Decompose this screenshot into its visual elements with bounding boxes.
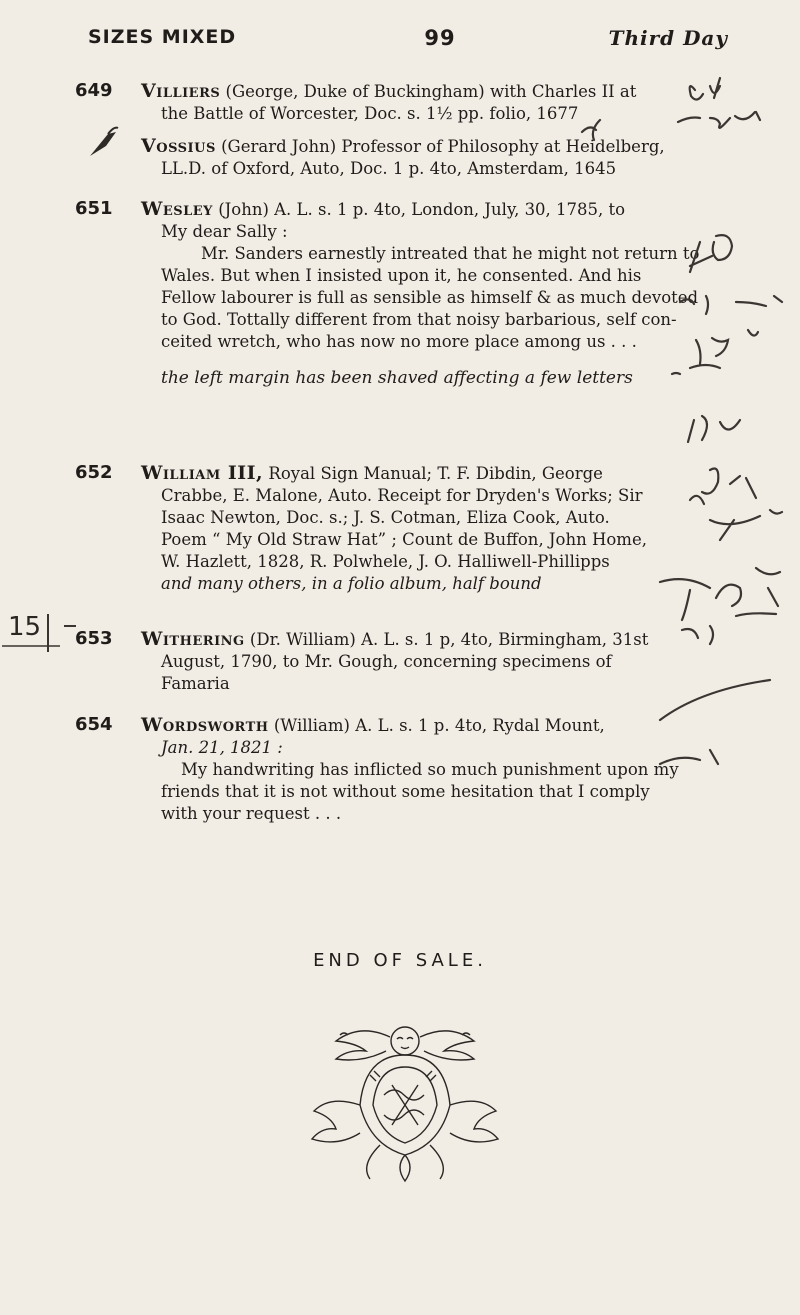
quote-line: ceited wretch, who has now no more place among us . . .: [161, 332, 637, 351]
lot-author: William III,: [141, 462, 264, 484]
margin-annotation: 15: [8, 612, 42, 642]
quote-line: friends that it is not without some hesitation that I comply: [161, 782, 650, 801]
lot-salutation: My dear Sally :: [161, 222, 288, 241]
lot-author: Wesley: [141, 198, 213, 220]
lot-description: (George, Duke of Buckingham) with Charles II at: [225, 82, 637, 101]
lot-description-cont: and many others, in a folio album, half bound: [161, 574, 542, 593]
lot-number: 649: [75, 80, 113, 101]
margin-mark-icon: [0, 600, 110, 660]
end-of-sale: END OF SALE.: [313, 950, 487, 971]
printers-ornament-icon: [300, 1015, 510, 1190]
condition-note: the left margin has been shaved affecting a few letters: [161, 368, 633, 388]
lot-description-cont: August, 1790, to Mr. Gough, concerning specimens of: [161, 652, 612, 671]
lot-author: Withering: [141, 628, 245, 650]
quote-line: to God. Tottally different from that noisy barbarious, self con-: [161, 310, 677, 329]
lot-number: 654: [75, 714, 113, 735]
lot-author: Villiers: [141, 80, 221, 102]
page-number: 99: [424, 26, 456, 50]
lot-number: 652: [75, 462, 113, 483]
lot-author: Vossius: [141, 135, 216, 157]
lot-date: Jan. 21, 1821 :: [161, 738, 283, 757]
header-sizes-mixed: SIZES MIXED: [88, 26, 237, 48]
quote-line: My handwriting has inflicted so much punishment upon my: [181, 760, 679, 779]
lot-description-cont: Famaria: [161, 674, 230, 693]
quote-line: Fellow labourer is full as sensible as himself & as much devoted: [161, 288, 699, 307]
quote-line: Wales. But when I insisted upon it, he consented. And his: [161, 266, 642, 285]
lot-number: 653: [75, 628, 113, 649]
page-header: [88, 26, 728, 56]
lot-description: (Dr. William) A. L. s. 1 p, 4to, Birmingham, 31st: [249, 630, 649, 649]
quote-line: with your request . . .: [161, 804, 342, 823]
lot-description: (William) A. L. s. 1 p. 4to, Rydal Mount,: [273, 716, 605, 735]
header-day: Third Day: [608, 26, 728, 50]
lot-description: Royal Sign Manual; T. F. Dibdin, George: [268, 464, 603, 483]
lot-description-cont: Poem “ My Old Straw Hat” ; Count de Buffon, John Home,: [161, 530, 647, 549]
lot-description: (John) A. L. s. 1 p. 4to, London, July, 30, 1785, to: [218, 200, 626, 219]
quote-line: Mr. Sanders earnestly intreated that he might not return to: [201, 244, 700, 263]
handwritten-prices-icon: [560, 70, 790, 790]
lot-description-cont: LL.D. of Oxford, Auto, Doc. 1 p. 4to, Amsterdam, 1645: [161, 159, 617, 178]
lot-number: 651: [75, 198, 113, 219]
lot-description: (Gerard John) Professor of Philosophy at Heidelberg,: [221, 137, 665, 156]
lot-description-cont: the Battle of Worcester, Doc. s. 1½ pp. folio, 1677: [161, 104, 579, 123]
lot-description-cont: Isaac Newton, Doc. s.; J. S. Cotman, Eliza Cook, Auto.: [161, 508, 610, 527]
lot-author: Wordsworth: [141, 714, 269, 736]
lot-description-cont: Crabbe, E. Malone, Auto. Receipt for Dryden's Works; Sir: [161, 486, 643, 505]
pen-mark-icon: [84, 124, 124, 164]
lot-description-cont: W. Hazlett, 1828, R. Polwhele, J. O. Halliwell-Phillipps: [161, 552, 610, 571]
